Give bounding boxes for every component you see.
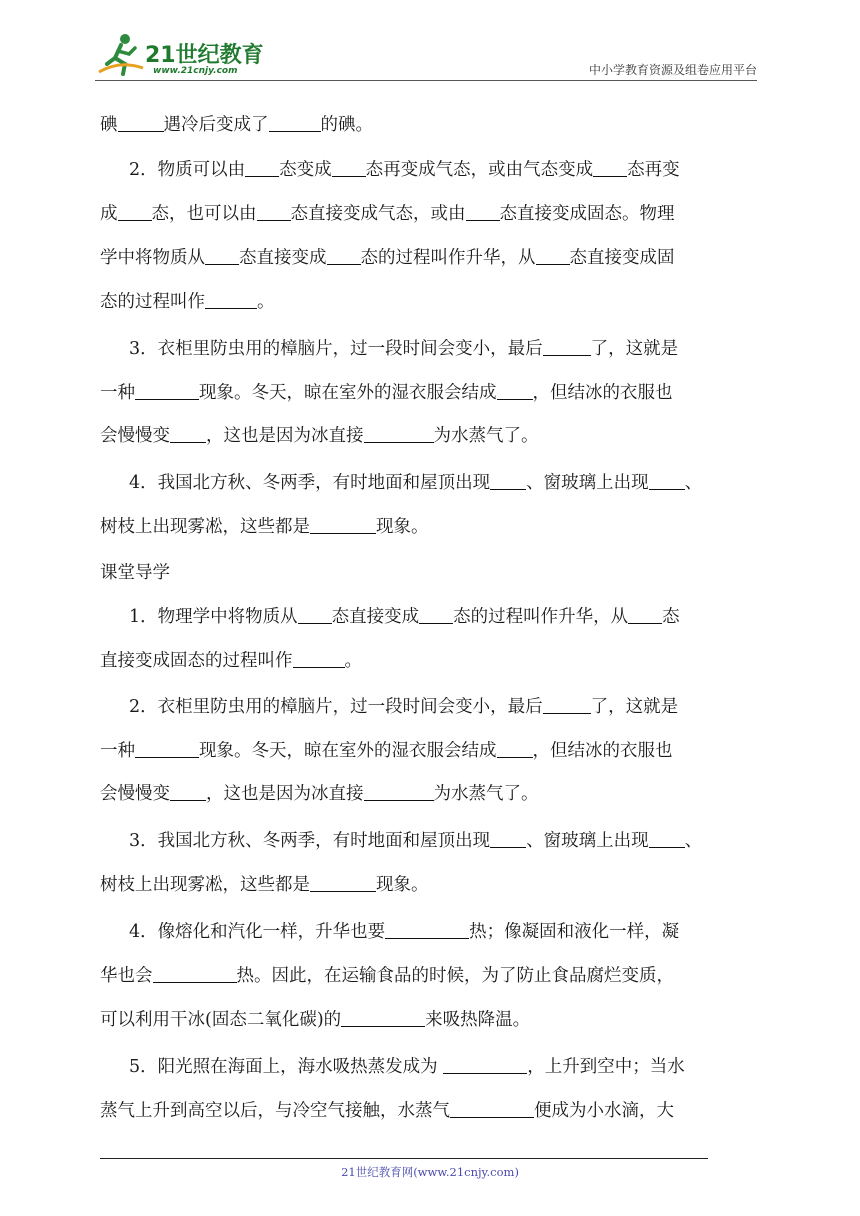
text-line — [100, 243, 675, 273]
text-segment: 2．衣柜里防虫用的樟脑片，过一段时间会变小，最后 — [129, 697, 543, 717]
text-segment: 态，也可以由 — [151, 204, 257, 224]
text-segment: 课堂导学 — [100, 563, 170, 583]
text-segment: 现象。 — [376, 517, 429, 537]
text-segment: 态的过程叫作升华，从 — [360, 248, 536, 268]
answer-blank[interactable] — [310, 515, 376, 534]
logo-text: 21世纪教育 — [145, 43, 264, 68]
answer-blank[interactable] — [443, 1055, 527, 1074]
text-segment: 态的过程叫作 — [100, 292, 205, 312]
text-segment: 学中将物质从 — [100, 248, 205, 268]
page-header — [95, 30, 757, 78]
text-segment: 、 — [684, 831, 703, 851]
answer-blank[interactable] — [649, 829, 685, 848]
text-segment: 会慢慢变 — [100, 426, 170, 446]
answer-blank[interactable] — [332, 158, 366, 177]
text-segment: 可以利用干冰(固态二氧化碳)的 — [100, 1010, 342, 1030]
text-line — [129, 1052, 685, 1082]
text-segment: 2．物质可以由 — [129, 160, 246, 180]
text-segment: 态直接变成气态，或由 — [290, 204, 466, 224]
text-segment: 遇冷后变成了 — [163, 115, 269, 135]
text-line — [100, 512, 429, 542]
text-segment: 态 — [662, 607, 680, 627]
answer-blank[interactable] — [497, 381, 533, 400]
answer-blank[interactable] — [497, 739, 533, 758]
answer-blank[interactable] — [118, 113, 164, 132]
answer-blank[interactable] — [364, 782, 434, 801]
text-segment: 态直接变成 — [331, 607, 420, 627]
text-segment: 成 — [100, 204, 118, 224]
answer-blank[interactable] — [298, 605, 332, 624]
text-segment: 现象。冬天，晾在室外的湿衣服会结成 — [199, 383, 497, 403]
text-segment: 便成为小水滴，大 — [534, 1101, 674, 1121]
text-segment: 态再变成气态，或由气态变成 — [365, 160, 594, 180]
text-segment: 态变成 — [279, 160, 332, 180]
answer-blank[interactable] — [170, 782, 206, 801]
text-segment: 3．衣柜里防虫用的樟脑片，过一段时间会变小，最后 — [129, 339, 543, 359]
answer-blank[interactable] — [364, 424, 434, 443]
text-segment: ，但结冰的衣服也 — [532, 383, 673, 403]
text-line — [100, 558, 170, 588]
text-segment: 碘 — [100, 115, 118, 135]
answer-blank[interactable] — [450, 1099, 534, 1118]
text-segment: 现象。冬天，晾在室外的湿衣服会结成 — [199, 741, 497, 761]
answer-blank[interactable] — [153, 964, 237, 983]
logo-url: www.21cnjy.com — [153, 66, 238, 76]
text-segment: 一种 — [100, 383, 135, 403]
answer-blank[interactable] — [269, 113, 321, 132]
text-segment: 。 — [257, 292, 275, 312]
platform-title: 中小学教育资源及组卷应用平台 — [588, 63, 757, 77]
text-segment: 的碘。 — [320, 115, 373, 135]
text-segment: 会慢慢变 — [100, 784, 170, 804]
answer-blank[interactable] — [257, 202, 291, 221]
text-segment: 了，这就是 — [590, 697, 679, 717]
answer-blank[interactable] — [205, 290, 257, 309]
text-segment: 4．像熔化和汽化一样，升华也要 — [129, 922, 386, 942]
text-line — [100, 736, 673, 766]
text-segment: 树枝上出现雾凇，这些都是 — [100, 875, 310, 895]
text-line — [100, 1096, 674, 1126]
text-segment: 了，这就是 — [590, 339, 679, 359]
text-segment: 1．物理学中将物质从 — [129, 607, 298, 627]
text-segment: 态直接变成固态。物理 — [499, 204, 675, 224]
text-segment: 树枝上出现雾凇，这些都是 — [100, 517, 310, 537]
text-line — [129, 602, 680, 632]
answer-blank[interactable] — [628, 605, 662, 624]
page-footer: 21世纪教育网(www.21cnjy.com) — [341, 1165, 519, 1179]
text-segment: 态的过程叫作升华，从 — [453, 607, 629, 627]
answer-blank[interactable] — [385, 920, 469, 939]
text-segment: ，但结冰的衣服也 — [532, 741, 673, 761]
text-line — [129, 155, 680, 185]
header-divider — [95, 80, 757, 81]
logo — [95, 30, 265, 78]
text-segment: 态直接变成固 — [569, 248, 675, 268]
text-segment: 态再变 — [627, 160, 680, 180]
text-line — [129, 334, 678, 364]
text-segment: 热；像凝固和液化一样，凝 — [469, 922, 680, 942]
answer-blank[interactable] — [341, 1008, 425, 1027]
footer-divider — [100, 1158, 708, 1159]
text-line — [100, 421, 539, 451]
answer-blank[interactable] — [170, 424, 206, 443]
text-segment: 为水蒸气了。 — [433, 426, 539, 446]
answer-blank[interactable] — [593, 158, 627, 177]
text-segment: 。 — [344, 651, 362, 671]
answer-blank[interactable] — [543, 337, 591, 356]
answer-blank[interactable] — [536, 246, 570, 265]
text-line — [129, 826, 702, 856]
text-line — [129, 917, 679, 947]
answer-blank[interactable] — [135, 739, 199, 758]
text-segment: 、 — [684, 473, 703, 493]
text-segment: ，这也是因为冰直接 — [206, 784, 364, 804]
text-line — [100, 110, 373, 140]
text-segment: 一种 — [100, 741, 135, 761]
text-line — [100, 779, 539, 809]
answer-blank[interactable] — [205, 246, 239, 265]
answer-blank[interactable] — [466, 202, 500, 221]
answer-blank[interactable] — [310, 873, 376, 892]
text-segment: 4．我国北方秋、冬两季，有时地面和屋顶出现 — [129, 473, 491, 493]
answer-blank[interactable] — [118, 202, 152, 221]
answer-blank[interactable] — [245, 158, 279, 177]
text-line — [100, 287, 275, 317]
text-segment: 5．阳光照在海面上，海水吸热蒸发成为 — [129, 1057, 444, 1077]
text-segment: 热。因此，在运输食品的时候，为了防止食品腐烂变质， — [236, 966, 674, 986]
text-line — [100, 378, 673, 408]
text-line — [100, 199, 675, 229]
answer-blank[interactable] — [135, 381, 199, 400]
answer-blank[interactable] — [419, 605, 453, 624]
text-segment: 蒸气上升到高空以后，与冷空气接触，水蒸气 — [100, 1101, 450, 1121]
text-segment: 华也会 — [100, 966, 153, 986]
text-line — [129, 692, 678, 722]
text-segment: 来吸热降温。 — [425, 1010, 531, 1030]
text-line — [129, 468, 702, 498]
answer-blank[interactable] — [543, 695, 591, 714]
text-segment: 直接变成固态的过程叫作 — [100, 651, 293, 671]
answer-blank[interactable] — [490, 829, 526, 848]
text-line — [100, 1005, 530, 1035]
text-segment: ，这也是因为冰直接 — [206, 426, 364, 446]
text-line — [100, 870, 429, 900]
text-segment: 态直接变成 — [239, 248, 327, 268]
answer-blank[interactable] — [293, 649, 345, 668]
text-segment: 现象。 — [376, 875, 429, 895]
answer-blank[interactable] — [327, 246, 361, 265]
text-line — [100, 961, 674, 991]
answer-blank[interactable] — [490, 471, 526, 490]
text-segment: 3．我国北方秋、冬两季，有时地面和屋顶出现 — [129, 831, 491, 851]
answer-blank[interactable] — [649, 471, 685, 490]
runner-logo-icon — [95, 30, 145, 78]
text-segment: 、窗玻璃上出现 — [526, 831, 649, 851]
text-segment: ，上升到空中；当水 — [527, 1057, 685, 1077]
text-segment: 为水蒸气了。 — [433, 784, 539, 804]
text-line — [100, 646, 362, 676]
text-segment: 、窗玻璃上出现 — [526, 473, 649, 493]
